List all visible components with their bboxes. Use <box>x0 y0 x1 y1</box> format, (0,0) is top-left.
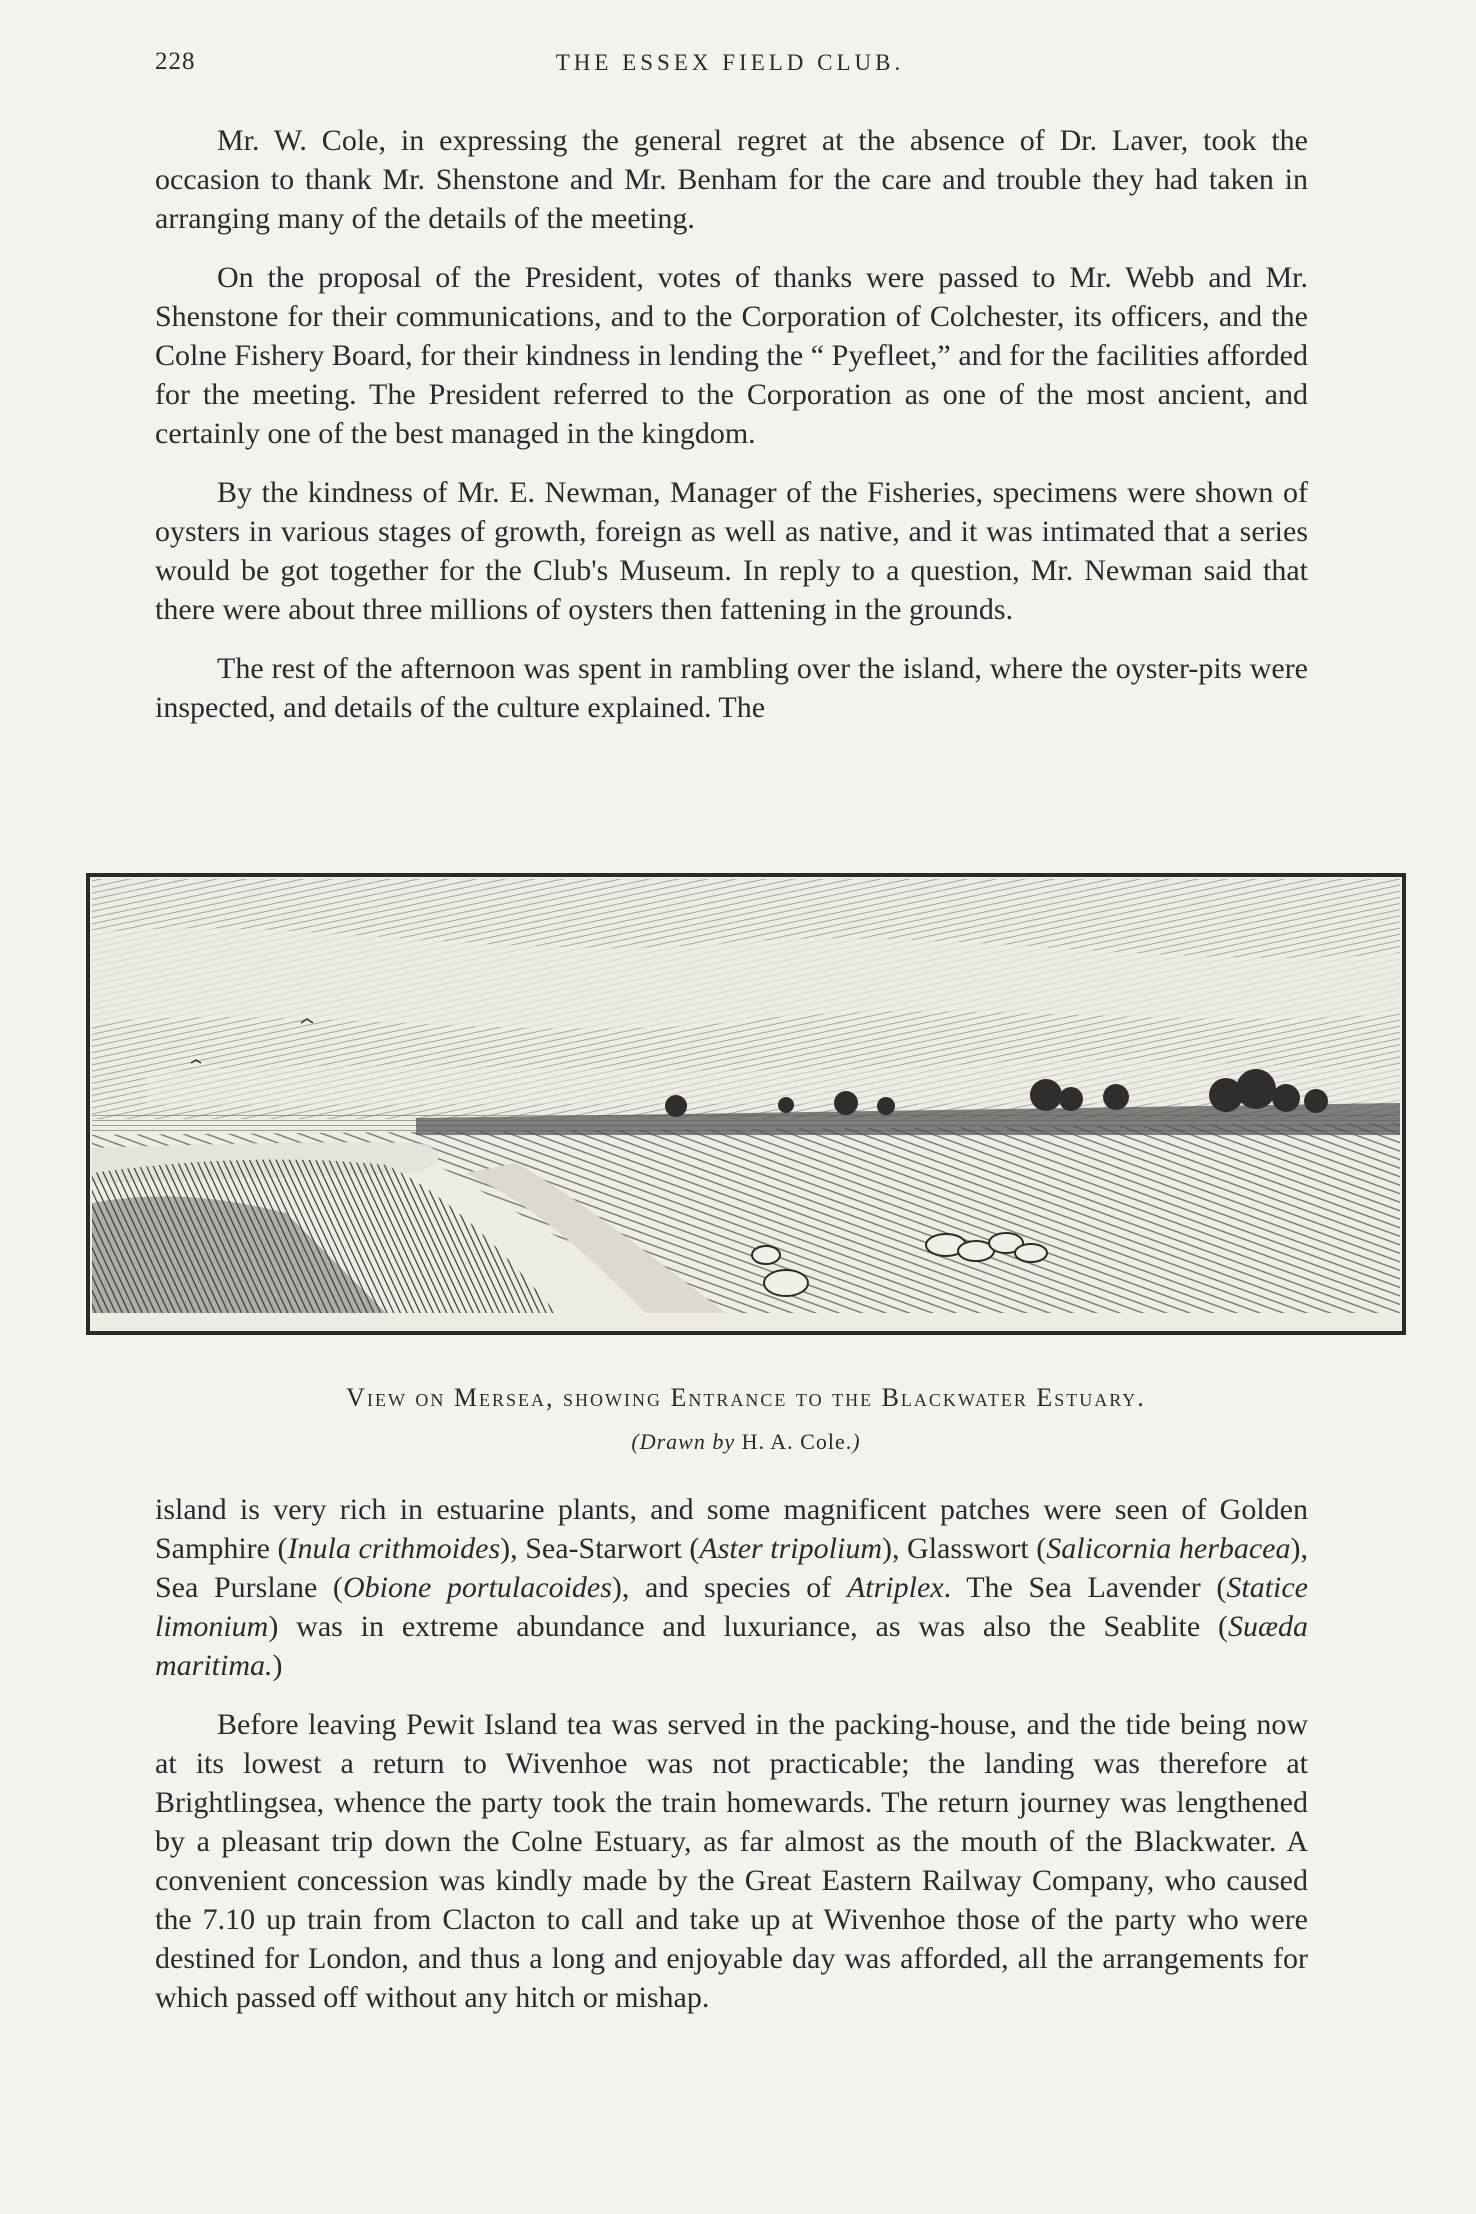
plants-text-6: . The Sea Lavender ( <box>943 1571 1227 1604</box>
credit-suffix: ) <box>852 1429 861 1454</box>
species-atriplex: Atriplex <box>846 1571 944 1604</box>
paragraph-oyster-specimens: By the kindness of Mr. E. Newman, Manager of the Fisheries, specimens were shown of oysters in various stages of growth, foreign as well as native, and it was intimated that a series would be got together for the Club's Museum. In reply to a question, Mr. Newman said that there were about three millions of oysters then fattening in the grounds. <box>155 476 1308 626</box>
species-statice: Statice limonium <box>155 1571 1308 1643</box>
text-block-top <box>155 121 1308 727</box>
text-block-bottom <box>155 1490 1308 2017</box>
plants-text-5: ), and species of <box>611 1571 847 1604</box>
plants-text-8: ) <box>272 1649 283 1682</box>
species-aster: Aster tripolium <box>699 1532 882 1565</box>
plants-text-4: ), Sea Purslane ( <box>155 1532 1308 1604</box>
species-suaeda: Suæda maritima. <box>155 1610 1308 1682</box>
paragraph-estuarine-plants <box>155 1490 1308 1685</box>
figure-caption: View on Mersea, showing Entrance to the Blackwater Estuary. <box>346 1383 1146 1412</box>
paragraph-votes-of-thanks: On the proposal of the President, votes of thanks were passed to Mr. Webb and Mr. Shenstone for their communications, and to the Corporation of Colchester, its officers, and the Colne Fishery Board, for their kindness in lending the “ Pyefleet,” and for the facilities afforded for the meeting. The President referred to the Corporation as one of the most ancient, and certainly one of the best managed in the kingdom. <box>155 261 1308 450</box>
plants-text-7: ) was in extreme abundance and luxuriance, as was also the Seablite ( <box>268 1610 1228 1643</box>
plants-text-1: island is very rich in estuarine plants, and some magnificent patches were seen of Golden Samphire ( <box>155 1493 1308 1565</box>
species-salicornia: Salicornia herbacea <box>1046 1532 1291 1565</box>
plants-text-2: ), Sea-Starwort ( <box>500 1532 700 1565</box>
page-header <box>155 48 1305 88</box>
species-inula: Inula crithmoides <box>287 1532 501 1565</box>
page-number: 228 <box>155 48 196 75</box>
species-obione: Obione portulacoides <box>342 1571 612 1604</box>
credit-name: H. A. Cole. <box>741 1429 853 1454</box>
paragraph-return-journey: Before leaving Pewit Island tea was served in the packing-house, and the tide being now at its lowest a return to Wivenhoe was not practicable; the landing was therefore at Brightlingsea, whence the party took the train homewards. The return journey was lengthened by a pleasant trip down the Colne Estuary, as far almost as the mouth of the Blackwater. A convenient concession was kindly made by the Great Eastern Railway Company, who caused the 7.10 up train from Clacton to call and take up at Wivenhoe those of the party who were destined for London, and thus a long and enjoyable day was afforded, all the arrangements for which passed off without any hitch or mishap. <box>155 1708 1308 2014</box>
running-head: THE ESSEX FIELD CLUB. <box>555 50 905 75</box>
figure-credit <box>86 1429 1406 1455</box>
paragraph-afternoon-ramble: The rest of the afternoon was spent in rambling over the island, where the oyster-pits were inspected, and details of the culture explained. The <box>155 652 1308 724</box>
plants-text-3: ), Glasswort ( <box>881 1532 1047 1565</box>
credit-prefix: (Drawn by <box>631 1429 736 1454</box>
illustration-mersea-view <box>86 873 1406 1335</box>
paragraph-thanks-cole: Mr. W. Cole, in expressing the general regret at the absence of Dr. Laver, took the occasion to thank Mr. Shenstone and Mr. Benham for the care and trouble they had taken in arranging many of the details of the meeting. <box>155 124 1308 235</box>
